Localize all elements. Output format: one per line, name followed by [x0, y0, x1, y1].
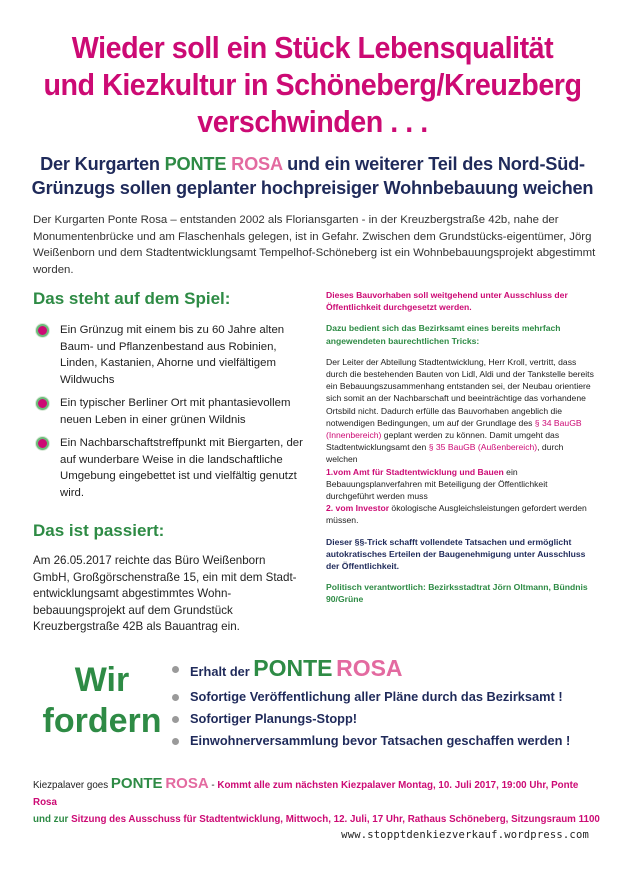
trick-column	[326, 289, 596, 615]
bullet-dot-icon	[172, 738, 179, 745]
kiezpalaver-announcement	[33, 775, 603, 828]
bullet-dot-icon	[36, 437, 49, 450]
passiert-text: Am 26.05.2017 reichte das Büro Weißenborn GmbH, Großgörschenstraße 15, ein mit dem Stadt-entwicklungsamt abgestimmtes Wohn-bebauungsprojekt auf dem Grundstück Kreuzbergstraße 42B als Bauantrag ein.	[33, 554, 297, 633]
right-paragraph-4: Dieser §§-Trick schafft vollendete Tatsachen und ermöglicht autokratisches Erteilen der Baugenehmigung unter Ausschluss der Öffentlichkeit.	[326, 536, 586, 572]
p3-text-a: Der Leiter der Abteilung Stadtentwicklung, Herr Kroll, vertritt, dass durch die bestehenden Bauten von Lidl, Aldi und der Tankstelle bereits ein Bebauungszusammenhang entstanden sei, der Neubau orientiere sich somit an der Nachbarschaft und beeinträchtige das vorhandene Ortsbild nicht. Dadurch erfülle das Bauvorhaben angeblich die notwendigen Bedingungen, um auf der Grundlage des	[326, 356, 594, 428]
right-paragraph-2: Dazu bedient sich das Bezirksamt eines bereits mehrfach angewendeten baurechtlichen Tricks:	[326, 323, 561, 346]
kiez-ponte: PONTE	[110, 775, 163, 792]
kiez-pre: Kiezpalaver goes	[33, 780, 111, 791]
right-paragraph-5: Politisch verantwortlich: Bezirksstadtrat Jörn Oltmann, Bündnis 90/Grüne	[326, 582, 588, 605]
subhead-ponte: PONTE	[164, 154, 227, 174]
subheadline	[10, 152, 615, 200]
kiez-und-zur: und zur	[33, 814, 72, 825]
point-1-label: 1.vom Amt für Stadtentwicklung und Bauen	[326, 466, 504, 477]
demand-1-rosa: ROSA	[336, 655, 403, 681]
demand-1-ponte: PONTE	[253, 655, 333, 681]
bullet-dot-icon	[36, 397, 49, 410]
headline-line-3: verschwinden . . .	[197, 105, 428, 139]
wir-line-1: Wir	[74, 661, 130, 699]
spiel-heading: Das steht auf dem Spiel:	[33, 289, 231, 308]
subhead-line-2: Grünzugs sollen geplanter hochpreisiger Wohnbebauung weichen	[31, 178, 594, 198]
kiez-sitzung: Sitzung des Ausschuss für Stadtentwicklung, Mittwoch, 12. Juli, 17 Uhr, Rathaus Schöneberg, Sitzungsraum 1100	[71, 814, 600, 825]
kiez-line-1	[33, 775, 603, 811]
passiert-heading: Das ist passiert:	[33, 521, 165, 540]
list-item-text: Ein Grünzug mit einem bis zu 60 Jahre alten Baum- und Pflanzenbestand aus Robinien, Linden, Kastanien, Ahorne und vielfältigem Wildwuchs	[60, 324, 285, 386]
wir-fordern-title	[40, 660, 164, 742]
right-paragraph-3	[326, 356, 596, 527]
website-link[interactable]: www.stopptdenkiezverkauf.wordpress.com	[341, 829, 589, 841]
law-34-link: § 34 BauGB (Innenbereich)	[326, 417, 582, 441]
demand-4-text: Einwohnerversammlung bevor Tatsachen geschaffen werden !	[190, 733, 571, 748]
list-item-text: Ein typischer Berliner Ort mit phantasievollem neuen Leben in einer grünen Wildnis	[60, 397, 291, 426]
demand-item	[172, 708, 612, 730]
bullet-dot-icon	[172, 694, 179, 701]
demands-list	[172, 654, 612, 752]
demand-1-pre: Erhalt der	[190, 664, 254, 679]
bullet-dot-icon	[172, 666, 179, 673]
demand-item	[172, 654, 612, 686]
subhead-rosa: ROSA	[231, 154, 283, 174]
list-item	[36, 435, 308, 501]
headline	[28, 30, 597, 141]
list-item	[36, 322, 308, 388]
demand-3-text: Sofortiger Planungs-Stopp!	[190, 711, 358, 726]
subhead-pre: Der Kurgarten	[40, 154, 165, 174]
wir-line-2: fordern	[42, 702, 162, 740]
demand-item	[172, 730, 612, 752]
kiez-rosa: ROSA	[165, 775, 209, 792]
kiez-dash: -	[208, 780, 218, 791]
p3-text-c: , durch welchen	[326, 442, 564, 465]
intro-paragraph: Der Kurgarten Ponte Rosa – entstanden 2002 als Floriansgarten - in der Kreuzbergstraße 42b, nahe der Monumentenbrücke und am Flaschenhals gelegen, ist in Gefahr. Zwischen dem Grundstücks-eigentümer, Jörg Weißenborn und dem Stadtentwicklungsamt Tempelhof-Schöneberg ist ein Wohnbebauungsprojekt abgestimmt worden.	[33, 214, 596, 276]
kiez-invite: Kommt alle zum nächsten Kiezpalaver Montag, 10. Juli 2017, 19:00 Uhr, Ponte Rosa	[33, 780, 579, 808]
right-paragraph-1: Dieses Bauvorhaben soll weitgehend unter Ausschluss der Öffentlichkeit durchgesetzt werden.	[326, 290, 568, 313]
headline-line-1: Wieder soll ein Stück Lebensqualität	[71, 31, 554, 65]
demand-2-text: Sofortige Veröffentlichung aller Pläne durch das Bezirksamt !	[190, 689, 563, 704]
demand-item	[172, 686, 612, 708]
point-2-label: 2. vom Investor	[326, 503, 390, 514]
spiel-list	[36, 322, 308, 508]
bullet-dot-icon	[172, 716, 179, 723]
list-item	[36, 395, 308, 428]
point-2-text: ökologische Ausgleichsleistungen gefordert werden müssen.	[326, 503, 587, 526]
kiez-line-2	[33, 811, 603, 828]
point-1-text: ein Bebauungsplanverfahren mit Beteiligung der Öffentlichkeit durchgeführt werden muss	[326, 466, 548, 502]
law-35-link: § 35 BauGB (Außenbereich)	[428, 442, 538, 453]
bullet-dot-icon	[36, 324, 49, 337]
p3-text-b: geplant werden zu können. Damit umgeht das Stadtentwicklungsamt den	[326, 430, 560, 453]
subhead-post: und ein weiterer Teil des Nord-Süd-	[282, 154, 585, 174]
subhead-line-1	[10, 152, 615, 176]
list-item-text: Ein Nachbarschaftstreffpunkt mit Biergarten, der auf wunderbare Weise in die landschaftliche Umgebung eingebettet ist und vielfältig genutzt wird.	[60, 437, 303, 499]
headline-line-2: und Kiezkultur in Schöneberg/Kreuzberg	[43, 68, 582, 102]
